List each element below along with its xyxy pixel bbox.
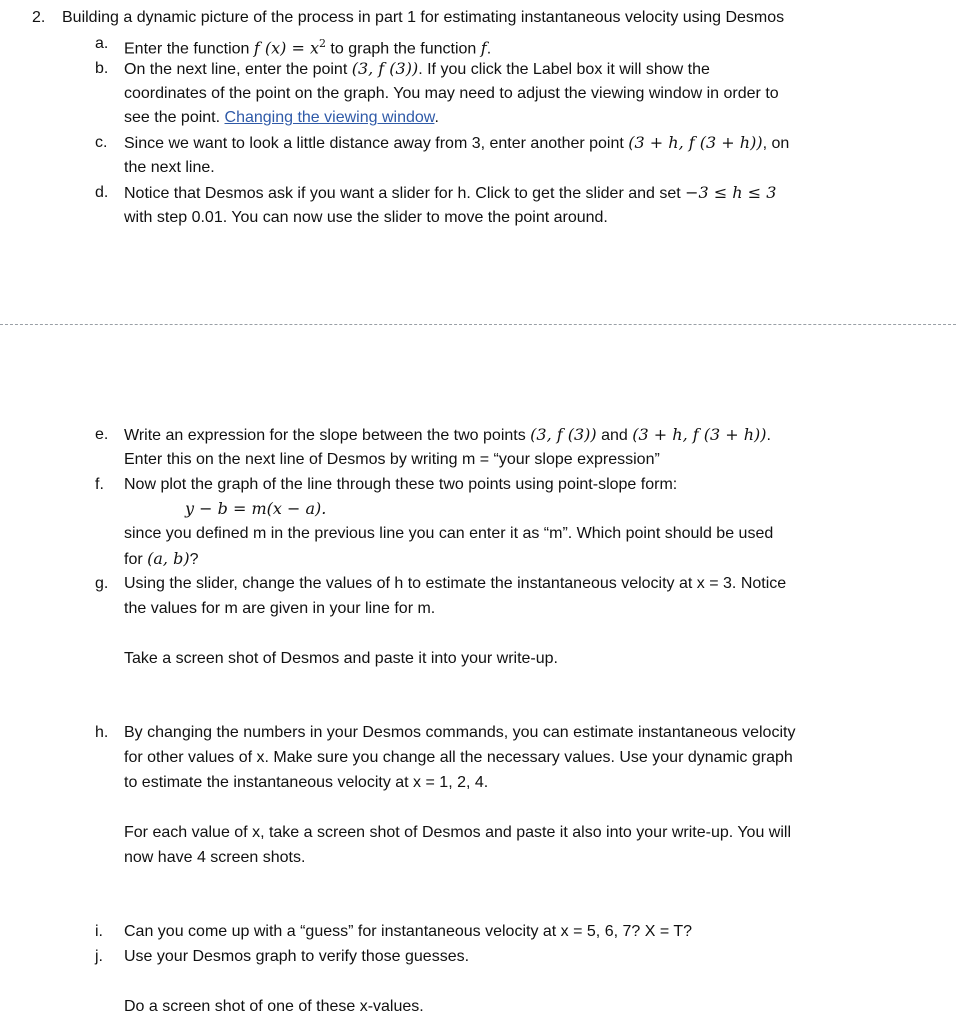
item-a-t2: to graph the function xyxy=(325,40,481,58)
item-g-line2: the values for m are given in your line for m. xyxy=(124,600,436,617)
item-g-note: Take a screen shot of Desmos and paste it into your write-up. xyxy=(124,650,558,667)
item-j-note: Do a screen shot of one of these x-values. xyxy=(124,998,424,1015)
item-d-label: d. xyxy=(95,184,109,201)
item-b-t1: On the next line, enter the point xyxy=(124,61,352,78)
item-j-label: j. xyxy=(95,948,103,965)
item-c-line2: the next line. xyxy=(124,159,215,176)
item-a-text xyxy=(124,34,491,59)
item-f-line4-end: ? xyxy=(189,551,199,568)
item-f-line4-text: for xyxy=(124,551,148,568)
item-h-line3: to estimate the instantaneous velocity at x = 1, 2, 4. xyxy=(124,774,489,791)
item-d-math-range: −3 ≤ h ≤ 3 xyxy=(685,183,777,202)
item-h-label: h. xyxy=(95,724,109,741)
item-e-t3: . xyxy=(766,427,771,444)
item-e-line2: Enter this on the next line of Desmos by writing m = “your slope expression” xyxy=(124,451,660,468)
item-c-line1 xyxy=(124,133,789,154)
item-i-label: i. xyxy=(95,923,103,940)
item-c-label: c. xyxy=(95,134,108,151)
item-b-math-point: (3, f (3)) xyxy=(351,59,419,78)
item-j-line1: Use your Desmos graph to verify those guesses. xyxy=(124,948,470,965)
page-break-divider xyxy=(0,324,956,325)
item-e-t2: and xyxy=(596,427,633,444)
item-c-math-point: (3 + h, f (3 + h)) xyxy=(628,133,763,152)
item-h-line2: for other values of x. Make sure you change all the necessary values. Use your dynamic graph xyxy=(124,749,793,766)
item-a-math-f: f xyxy=(480,38,487,58)
item-f-line3: since you defined m in the previous line you can enter it as “m”. Which point should be used xyxy=(124,525,774,542)
item-e-t1: Write an expression for the slope between the two points xyxy=(124,427,531,444)
item-a-t3: . xyxy=(486,40,492,58)
item-b-label: b. xyxy=(95,60,109,77)
item-h-line1: By changing the numbers in your Desmos commands, you can estimate instantaneous velocity xyxy=(124,724,796,741)
item-e-line1 xyxy=(124,425,771,446)
question-number: 2. xyxy=(32,9,46,26)
item-d-line1 xyxy=(124,183,776,204)
item-e-math-point1: (3, f (3)) xyxy=(530,425,597,444)
item-b-line3 xyxy=(124,108,439,128)
item-g-label: g. xyxy=(95,575,109,592)
item-b-line1 xyxy=(124,59,710,80)
item-f-math-ab: (a, b) xyxy=(147,549,190,568)
item-c-t2: , on xyxy=(762,135,790,152)
changing-viewing-window-link[interactable]: Changing the viewing window xyxy=(224,109,435,126)
item-f-label: f. xyxy=(95,476,104,493)
item-a-t1: Enter the function xyxy=(124,40,254,58)
item-a-label: a. xyxy=(95,35,109,52)
item-h-note1: For each value of x, take a screen shot of Desmos and paste it also into your write-up. You will xyxy=(124,824,792,841)
item-a-exponent: 2 xyxy=(318,37,326,50)
item-b-t2: . If you click the Label box it will show the xyxy=(418,61,710,78)
item-b-line2: coordinates of the point on the graph. You may need to adjust the viewing window in order to xyxy=(124,85,779,102)
question-title: Building a dynamic picture of the process in part 1 for estimating instantaneous velocity using Desmos xyxy=(62,9,785,26)
point-slope-equation: y − b = m(x − a). xyxy=(185,499,327,518)
item-i-line1: Can you come up with a “guess” for instantaneous velocity at x = 5, 6, 7? X = T? xyxy=(124,923,693,940)
item-c-t1: Since we want to look a little distance away from 3, enter another point xyxy=(124,135,629,152)
item-e-math-point2: (3 + h, f (3 + h)) xyxy=(632,425,767,444)
item-g-line1: Using the slider, change the values of h to estimate the instantaneous velocity at x = 3. Notice xyxy=(124,575,787,592)
item-d-t1: Notice that Desmos ask if you want a slider for h. Click to get the slider and set xyxy=(124,185,686,202)
item-f-line1: Now plot the graph of the line through these two points using point-slope form: xyxy=(124,476,678,493)
item-b-line3-end: . xyxy=(434,109,439,126)
item-h-note2: now have 4 screen shots. xyxy=(124,849,306,866)
item-e-label: e. xyxy=(95,426,109,443)
item-a-math-function: f (x) = x xyxy=(253,38,319,58)
item-d-line2: with step 0.01. You can now use the slider to move the point around. xyxy=(124,209,608,226)
item-f-line4 xyxy=(124,549,198,570)
item-b-line3-text: see the point. xyxy=(124,109,225,126)
